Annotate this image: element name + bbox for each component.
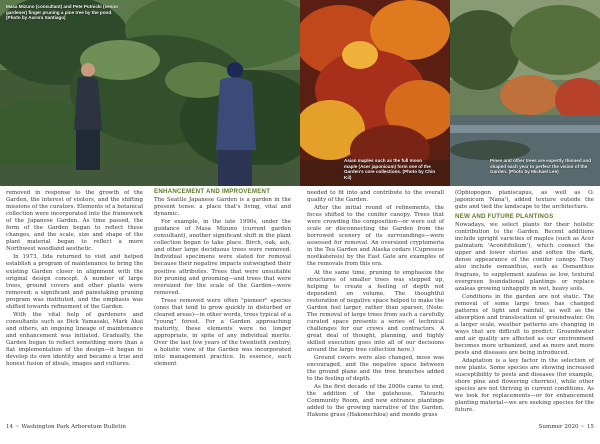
col4-paragraph-4: Adaptation is a key factor in the selection of new plants. Some species are showing increased susceptibility to pests and diseases (for example, shore pine and flowering cherries), while other species are not thriving in current conditions. As we look for replacements—or for enhancement planting material—we are seeking species for the future. xyxy=(455,358,594,414)
col2-paragraph-2: For example, in the late 1990s, under the guidance of Masa Mizuno (current garden consultant), another significant shift in the plant collection began to take place. Birch, oak, ash, and other large deciduous trees were removed. Individual specimens were slated for removal because their negative impacts outweighed their positive attributes. Trees that were unsuitable for pruning and grooming—and trees that were oversized for the scale of the Garden—were removed. xyxy=(154,219,291,296)
publication-title: Washington Park Arboretum Bulletin xyxy=(21,424,126,430)
caption-pines: Pines and other trees are expertly thinned and shaped each year to perfect the vision of the Garden. (Photo by Michael Lee) xyxy=(490,158,592,175)
caption-maples: Asian maples such as the full moon maple (Acer japonicum) form one of the Garden's core collections. (Photo by Chin Kil) xyxy=(344,158,436,180)
column-1 xyxy=(6,190,143,368)
col3-paragraph-1: needed to fit into and contribute to the overall quality of the Garden. xyxy=(307,190,444,204)
footer-right xyxy=(539,424,594,430)
col3-paragraph-5: As the first decade of the 2000s came to end, the addition of the gatehouse, Tateuchi Community Room, and new entrance plantings added to the growing narrative of the Garden. Hakone grass (Hakonechloa) and mondo grass xyxy=(307,384,444,419)
footer-left xyxy=(6,424,126,430)
col3-paragraph-2: After the initial round of refinements, the focus shifted to the conifer canopy. Trees that were crowding the composition—or were out of scale or disconnecting the Garden from the borrowed scenery of its surroundings—were assessed for removal. An oversized cryptomeria in the Tea Garden and Alaska cedars (Cupressus nootkatensis) by the East Gate are examples of the removals from this era. xyxy=(307,205,444,268)
caption-gardeners: Masa Mizuno (consultant) and Pete Putnicki (senior gardener) finger pruning a pine tree by the pond. (Photo by Aurora Santiago) xyxy=(6,4,119,21)
footer-right-separator: ~ xyxy=(580,424,586,430)
heading-enhancement: ENHANCEMENT AND IMPROVEMENT xyxy=(154,188,271,195)
photo-gardeners-pruning xyxy=(0,0,300,186)
page-number-left: 14 xyxy=(6,424,14,430)
col3-paragraph-4: Ground covers were also changed, moss was encouraged, and the negative space between the ground plane and the tree branches added to the feeling of depth. xyxy=(307,355,444,383)
column-4 xyxy=(455,190,594,414)
heading-new-plantings: NEW AND FUTURE PLANTINGS xyxy=(455,213,554,221)
issue-date: Summer 2020 xyxy=(538,424,579,430)
col4-paragraph-2: Nowadays, we select plants for their holistic contribution to the Garden. Recent additions include upright varieties of maples (such as Acer palmatum 'Aconitifolium'), which connect the upper and lower stories and soften the dark, dense appearance of the conifer canopy. They also include osmanthus, such as Osmanthus fragrans, to supplement azaleas as low, textural evergreen foundational plantings or replace azaleas growing unhappily in wet, heavy soils. xyxy=(455,222,594,292)
footer-left-separator: ~ xyxy=(14,424,20,430)
col1-paragraph-1: removed in response to the growth of the Garden, the interest of visitors, and the shifting missions of the curators. Elements of a botanical collection were incorporated into the framework of the Japanese Garden. As time passed, the form of the Garden began to reflect these changes, and the scale, size and shape of the plant material began to reflect a more Northwest woodland aesthetic. xyxy=(6,190,143,253)
photo-gardeners-pruning-image xyxy=(0,0,300,186)
col1-paragraph-3: With the vital help of gardeners and consultants such as Dick Yamasaki, Mark Akai and others, an ongoing lineage of maintenance and enhancement was initiated. Gradually, the Garden began to reflect something more than a flat implementation of the design—it began to develop its own identity and became a true and honest fusion of ideals, images and cultures. xyxy=(6,311,143,368)
col2-paragraph-1: The Seattle Japanese Garden is a garden in the present tense: a place that's living, vital and dynamic. xyxy=(154,197,291,218)
col3-paragraph-3: At the same time, pruning to emphasize the structures of smaller trees was stepped up, helping to create a feeling of depth not dependent on volume. The thoughtful restoration of negative space helped to make the Garden feel larger, rather than sparser. (Note: The removal of large trees from such a carefully curated space presents a series of technical challenges for our crews and contractors. A great deal of thought, planning, and highly skilled execution goes into all of our decisions around the large tree collection here.) xyxy=(307,269,444,354)
col4-paragraph-1: (Ophiopogon planiscapus, as well as O. japonicum 'Nana'), added texture outside the gate and tied the landscape to the architecture. xyxy=(455,190,594,211)
col2-paragraph-3: Trees removed were often "pioneer" species (ones that tend to grow quickly in disturbed or cleared areas)—in other words, trees typical of a "young" forest. For a Garden approaching maturity, these elements were no longer appropriate, in spite of any individual merits. Over the last few years of the twentieth century, a holistic view of the Garden was incorporated into management practice. In essence, each element xyxy=(154,297,291,368)
page-number-right: 15 xyxy=(586,424,594,430)
column-3 xyxy=(307,190,444,420)
col1-paragraph-2: In 1973, Iida returned to visit and helped establish a program of maintenance to bring the existing Garden closer in alignment with the original design concept. A number of large trees, ground covers and other plants were removed; a significant and painstaking pruning program was instituted, and the emphasis was shifted towards refinement of the Garden. xyxy=(6,254,143,310)
col4-paragraph-3: Conditions in the garden are not static. The removal of some large trees has changed patterns of light and rainfall, as well as the absorption and translocation of groundwater. On a larger scale, weather patterns are changing in ways that are difficult to predict: Groundwater and air quality are affected as our environment becomes more urbanized, and as more and more pests and diseases are being introduced. xyxy=(455,293,594,357)
column-2 xyxy=(154,186,291,368)
